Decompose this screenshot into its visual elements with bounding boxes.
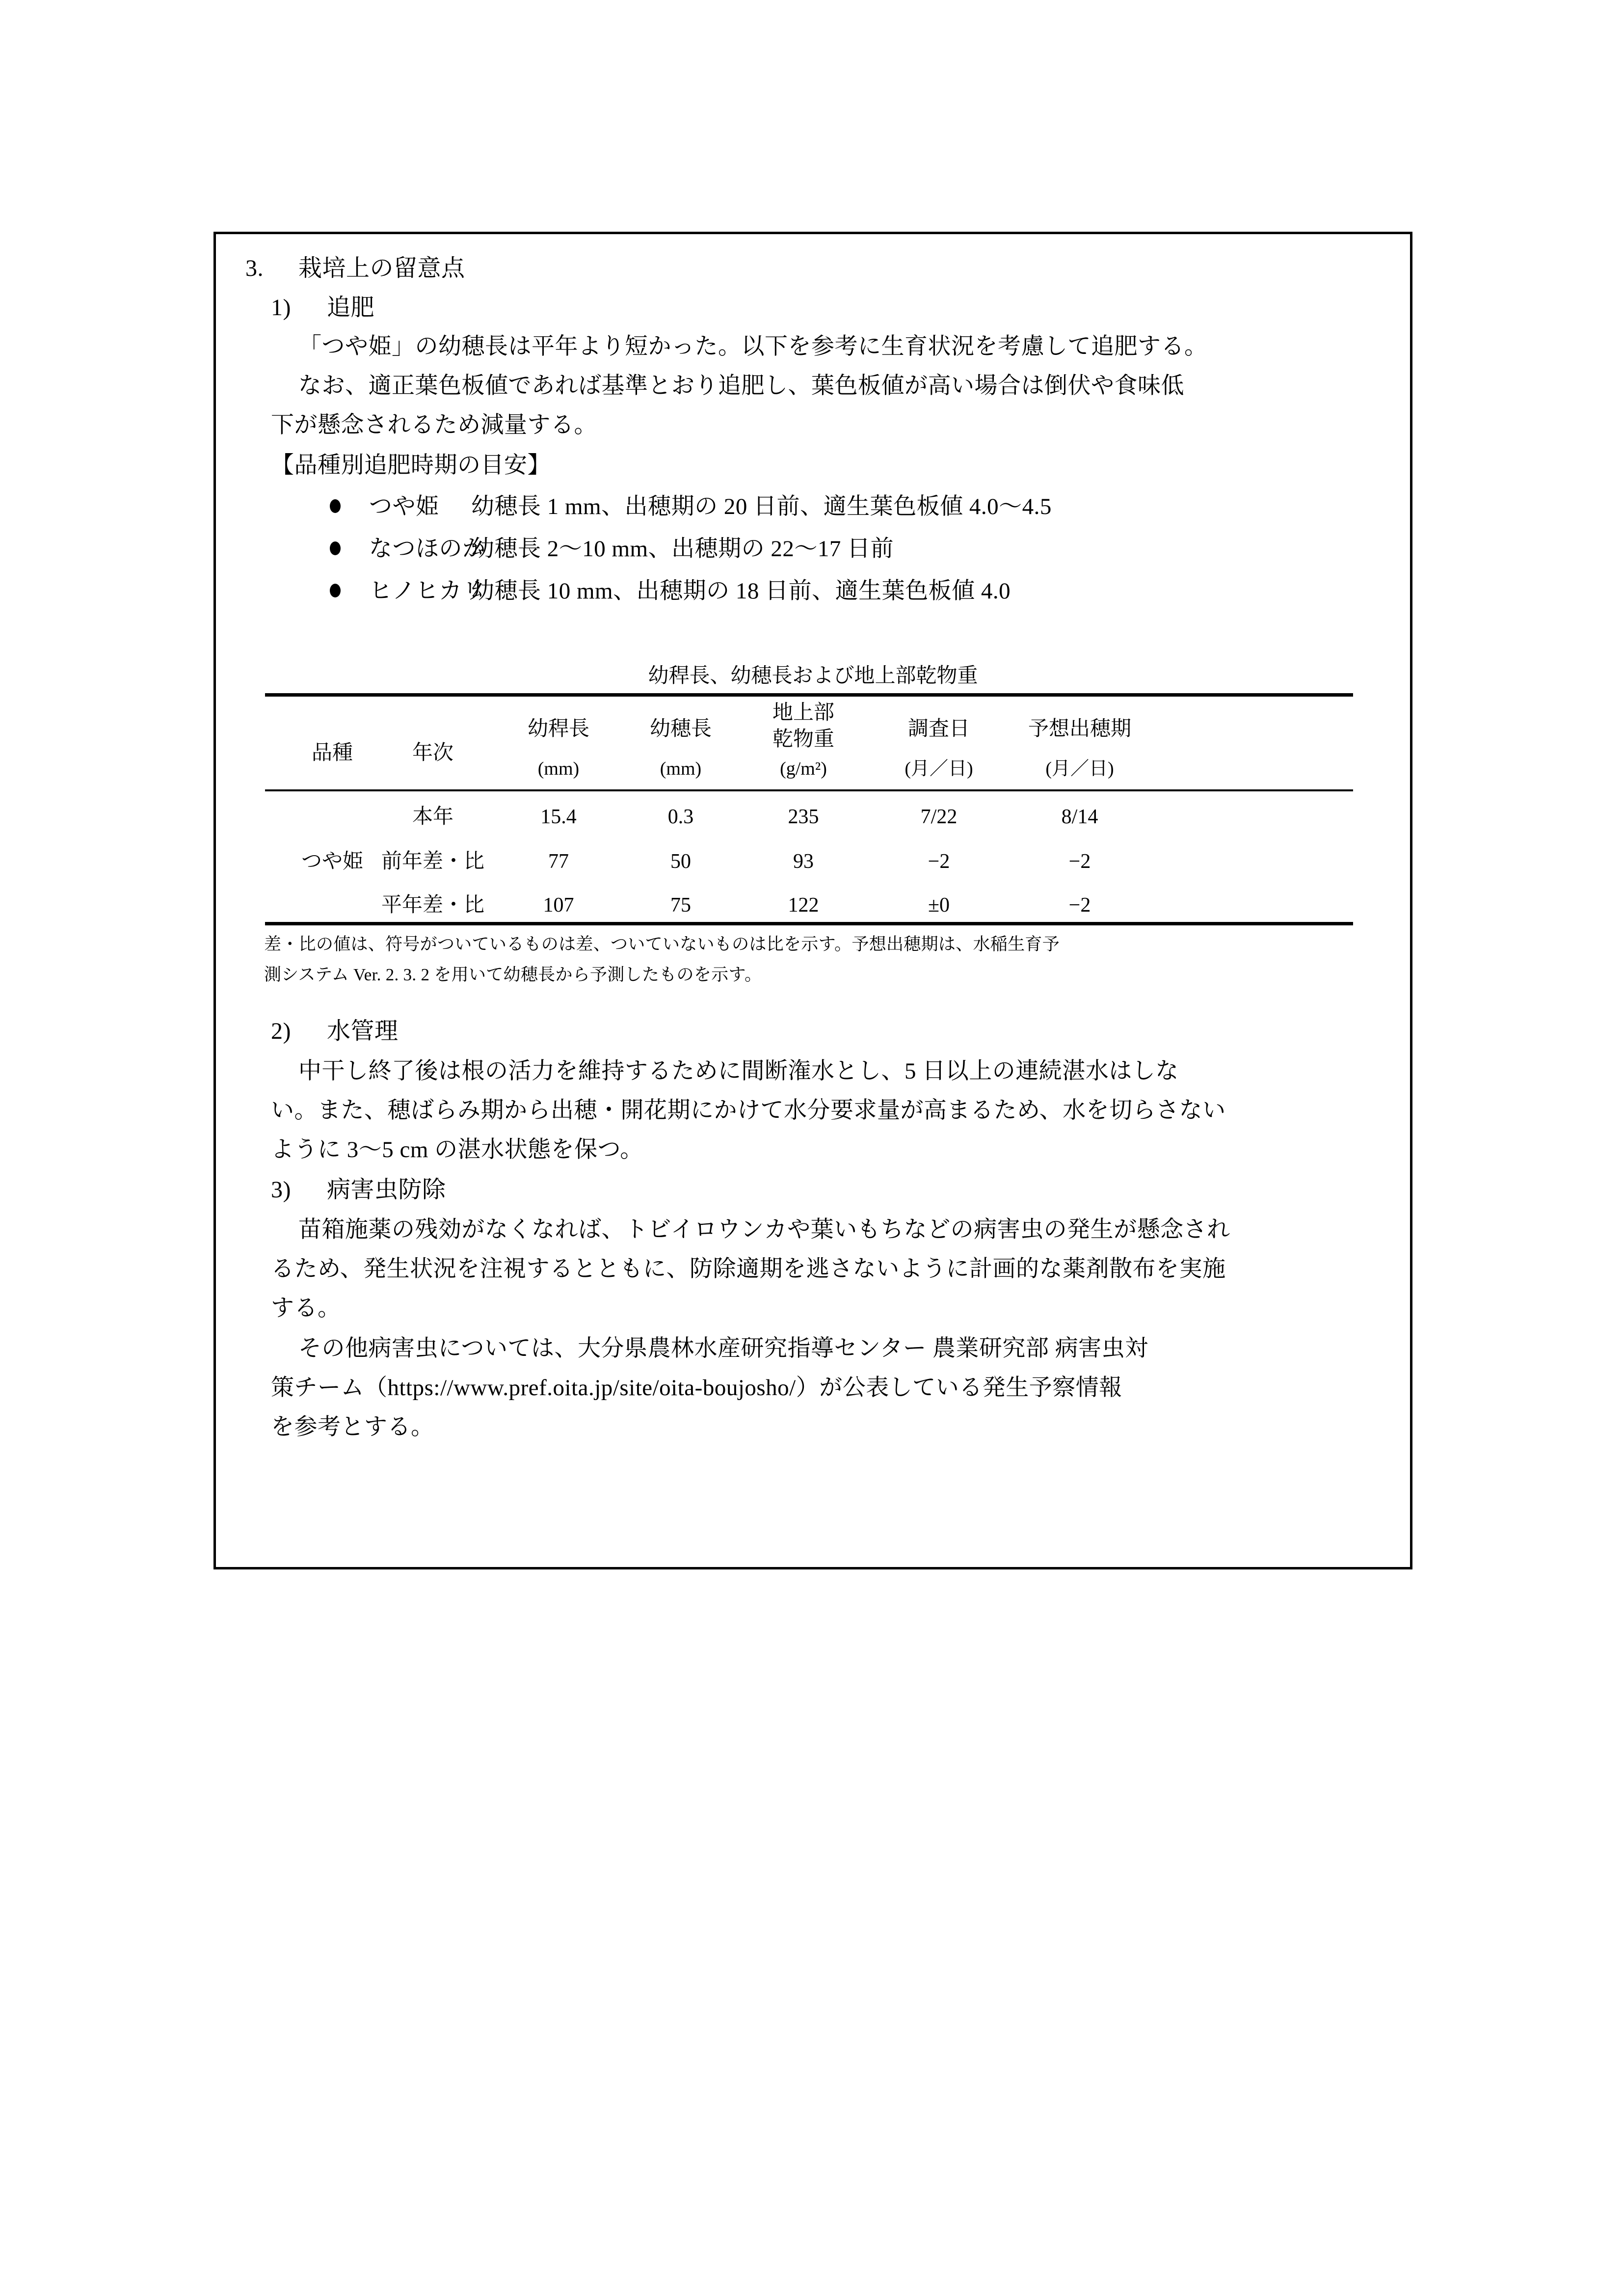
document-body bbox=[216, 234, 1410, 1567]
table-header-culm-length: 幼稈長 bbox=[527, 718, 590, 740]
table-row-1-panicle: 0.3 bbox=[667, 806, 694, 828]
table-row-1-culm: 15.4 bbox=[540, 806, 577, 828]
table-row-3-panicle: 75 bbox=[670, 894, 691, 917]
table-header-dryweight-line2: 乾物重 bbox=[772, 728, 835, 751]
table-footnote-line-2: 測システム Ver. 2. 3. 2 を用いて幼穂長から予測したものを示す。 bbox=[264, 965, 762, 984]
subsection-1-paragraph-line-1: 「つや姫」の幼穂長は平年より短かった。以下を参考に生育状況を考慮して追肥する。 bbox=[298, 334, 1208, 359]
table-header-survey-date: 調査日 bbox=[907, 718, 970, 740]
table-rule-bottom bbox=[265, 922, 1353, 925]
table-row-3-culm: 107 bbox=[543, 894, 574, 917]
bullet-2-detail: 幼穂長 2〜10 mm、出穂期の 22〜17 日前 bbox=[471, 536, 894, 562]
bullet-3-detail: 幼穂長 10 mm、出穂期の 18 日前、適生葉色板値 4.0 bbox=[471, 578, 1011, 604]
bullet-1-detail: 幼穂長 1 mm、出穂期の 20 日前、適生葉色板値 4.0〜4.5 bbox=[471, 494, 1052, 519]
subsection-1-title: 追肥 bbox=[327, 295, 375, 321]
table-header-heading-date-unit: (月／日) bbox=[1045, 758, 1114, 779]
bullet-2-variety: なつほのか bbox=[369, 536, 486, 562]
table-header-culm-length-unit: (mm) bbox=[537, 758, 580, 779]
table-rule-header bbox=[265, 789, 1353, 791]
subsection-3-paragraph-line-2: るため、発生状況を注視するとともに、防除適期を逃さないように計画的な薬剤散布を実施 bbox=[271, 1256, 1226, 1282]
subsection-3-paragraph-line-4: その他病害虫については、大分県農林水産研究指導センター 農業研究部 病害虫対 bbox=[298, 1336, 1148, 1361]
subsection-3-number: 3) bbox=[271, 1177, 291, 1203]
subsection-2-paragraph-line-2: い。また、穂ばらみ期から出穂・開花期にかけて水分要求量が高まるため、水を切らさない bbox=[271, 1098, 1226, 1123]
table-row-3-dryweight: 122 bbox=[788, 894, 819, 917]
table-caption: 幼稈長、幼穂長および地上部乾物重 bbox=[648, 665, 978, 687]
table-row-3-survey-date: ±0 bbox=[928, 894, 950, 917]
subsection-2-title: 水管理 bbox=[327, 1018, 399, 1044]
subsection-1-number: 1) bbox=[271, 295, 291, 321]
subsection-2-paragraph-line-3: ように 3〜5 cm の湛水状態を保つ。 bbox=[271, 1137, 643, 1162]
subsection-3-title: 病害虫防除 bbox=[327, 1177, 446, 1203]
subsection-3-paragraph-line-5: 策チーム（https://www.pref.oita.jp/site/oita-boujosho/）が公表している発生予察情報 bbox=[271, 1375, 1122, 1401]
document-frame bbox=[213, 232, 1412, 1569]
table-row-2-dryweight: 93 bbox=[793, 850, 814, 873]
table-row-1-heading-date: 8/14 bbox=[1061, 806, 1098, 828]
table-row-3-year: 平年差・比 bbox=[381, 894, 485, 917]
table-footnote-line-1: 差・比の値は、符号がついているものは差、ついていないものは比を示す。予想出穂期は、水稲生育予 bbox=[264, 935, 1060, 954]
table-row-1-dryweight: 235 bbox=[788, 806, 819, 828]
table-rule-top bbox=[265, 693, 1353, 697]
table-header-panicle-length: 幼穂長 bbox=[649, 718, 712, 740]
subsection-3-paragraph-line-3: する。 bbox=[271, 1296, 341, 1321]
subsection-1-paragraph-line-2: なお、適正葉色板値であれば基準とおり追肥し、葉色板値が高い場合は倒伏や食味低 bbox=[298, 373, 1184, 399]
table-header-panicle-length-unit: (mm) bbox=[660, 758, 702, 779]
table-header-dryweight-line1: 地上部 bbox=[772, 702, 835, 724]
table-row-1-survey-date: 7/22 bbox=[920, 806, 958, 828]
subsection-2-paragraph-line-1: 中干し終了後は根の活力を維持するために間断潅水とし、5 日以上の連続湛水はしな bbox=[298, 1058, 1179, 1084]
table-row-2-survey-date: −2 bbox=[928, 850, 950, 873]
subsection-1-paragraph-line-3: 下が懸念されるため減量する。 bbox=[271, 412, 597, 438]
table-header-heading-date: 予想出穂期 bbox=[1028, 718, 1132, 740]
subsection-3-paragraph-line-6: を参考とする。 bbox=[271, 1414, 434, 1440]
table-header-hinshu: 品種 bbox=[311, 742, 353, 764]
table-header-dryweight-unit: (g/m²) bbox=[780, 758, 827, 779]
table-header-nenji: 年次 bbox=[412, 742, 454, 764]
table-row-1-year: 本年 bbox=[412, 806, 454, 828]
table-variety-label: つや姫 bbox=[301, 850, 364, 873]
table-row-2-culm: 77 bbox=[548, 850, 569, 873]
table-row-2-heading-date: −2 bbox=[1068, 850, 1091, 873]
table-row-3-heading-date: −2 bbox=[1068, 894, 1091, 917]
bullet-3-variety: ヒノヒカリ bbox=[369, 578, 486, 604]
table-header-survey-date-unit: (月／日) bbox=[905, 758, 973, 779]
section-number: 3. bbox=[245, 255, 264, 281]
subsection-3-paragraph-line-1: 苗箱施薬の残効がなくなれば、トビイロウンカや葉いもちなどの病害虫の発生が懸念され bbox=[298, 1217, 1230, 1243]
bullet-dot-icon bbox=[330, 541, 341, 555]
bullet-1-variety: つや姫 bbox=[369, 494, 439, 519]
table-row-2-year: 前年差・比 bbox=[381, 850, 485, 873]
table-row-2-panicle: 50 bbox=[670, 850, 691, 873]
bullet-dot-icon bbox=[330, 499, 341, 513]
section-title: 栽培上の留意点 bbox=[298, 255, 465, 281]
list-heading: 【品種別追肥時期の目安】 bbox=[271, 453, 551, 478]
subsection-2-number: 2) bbox=[271, 1018, 291, 1044]
bullet-dot-icon bbox=[330, 584, 341, 597]
